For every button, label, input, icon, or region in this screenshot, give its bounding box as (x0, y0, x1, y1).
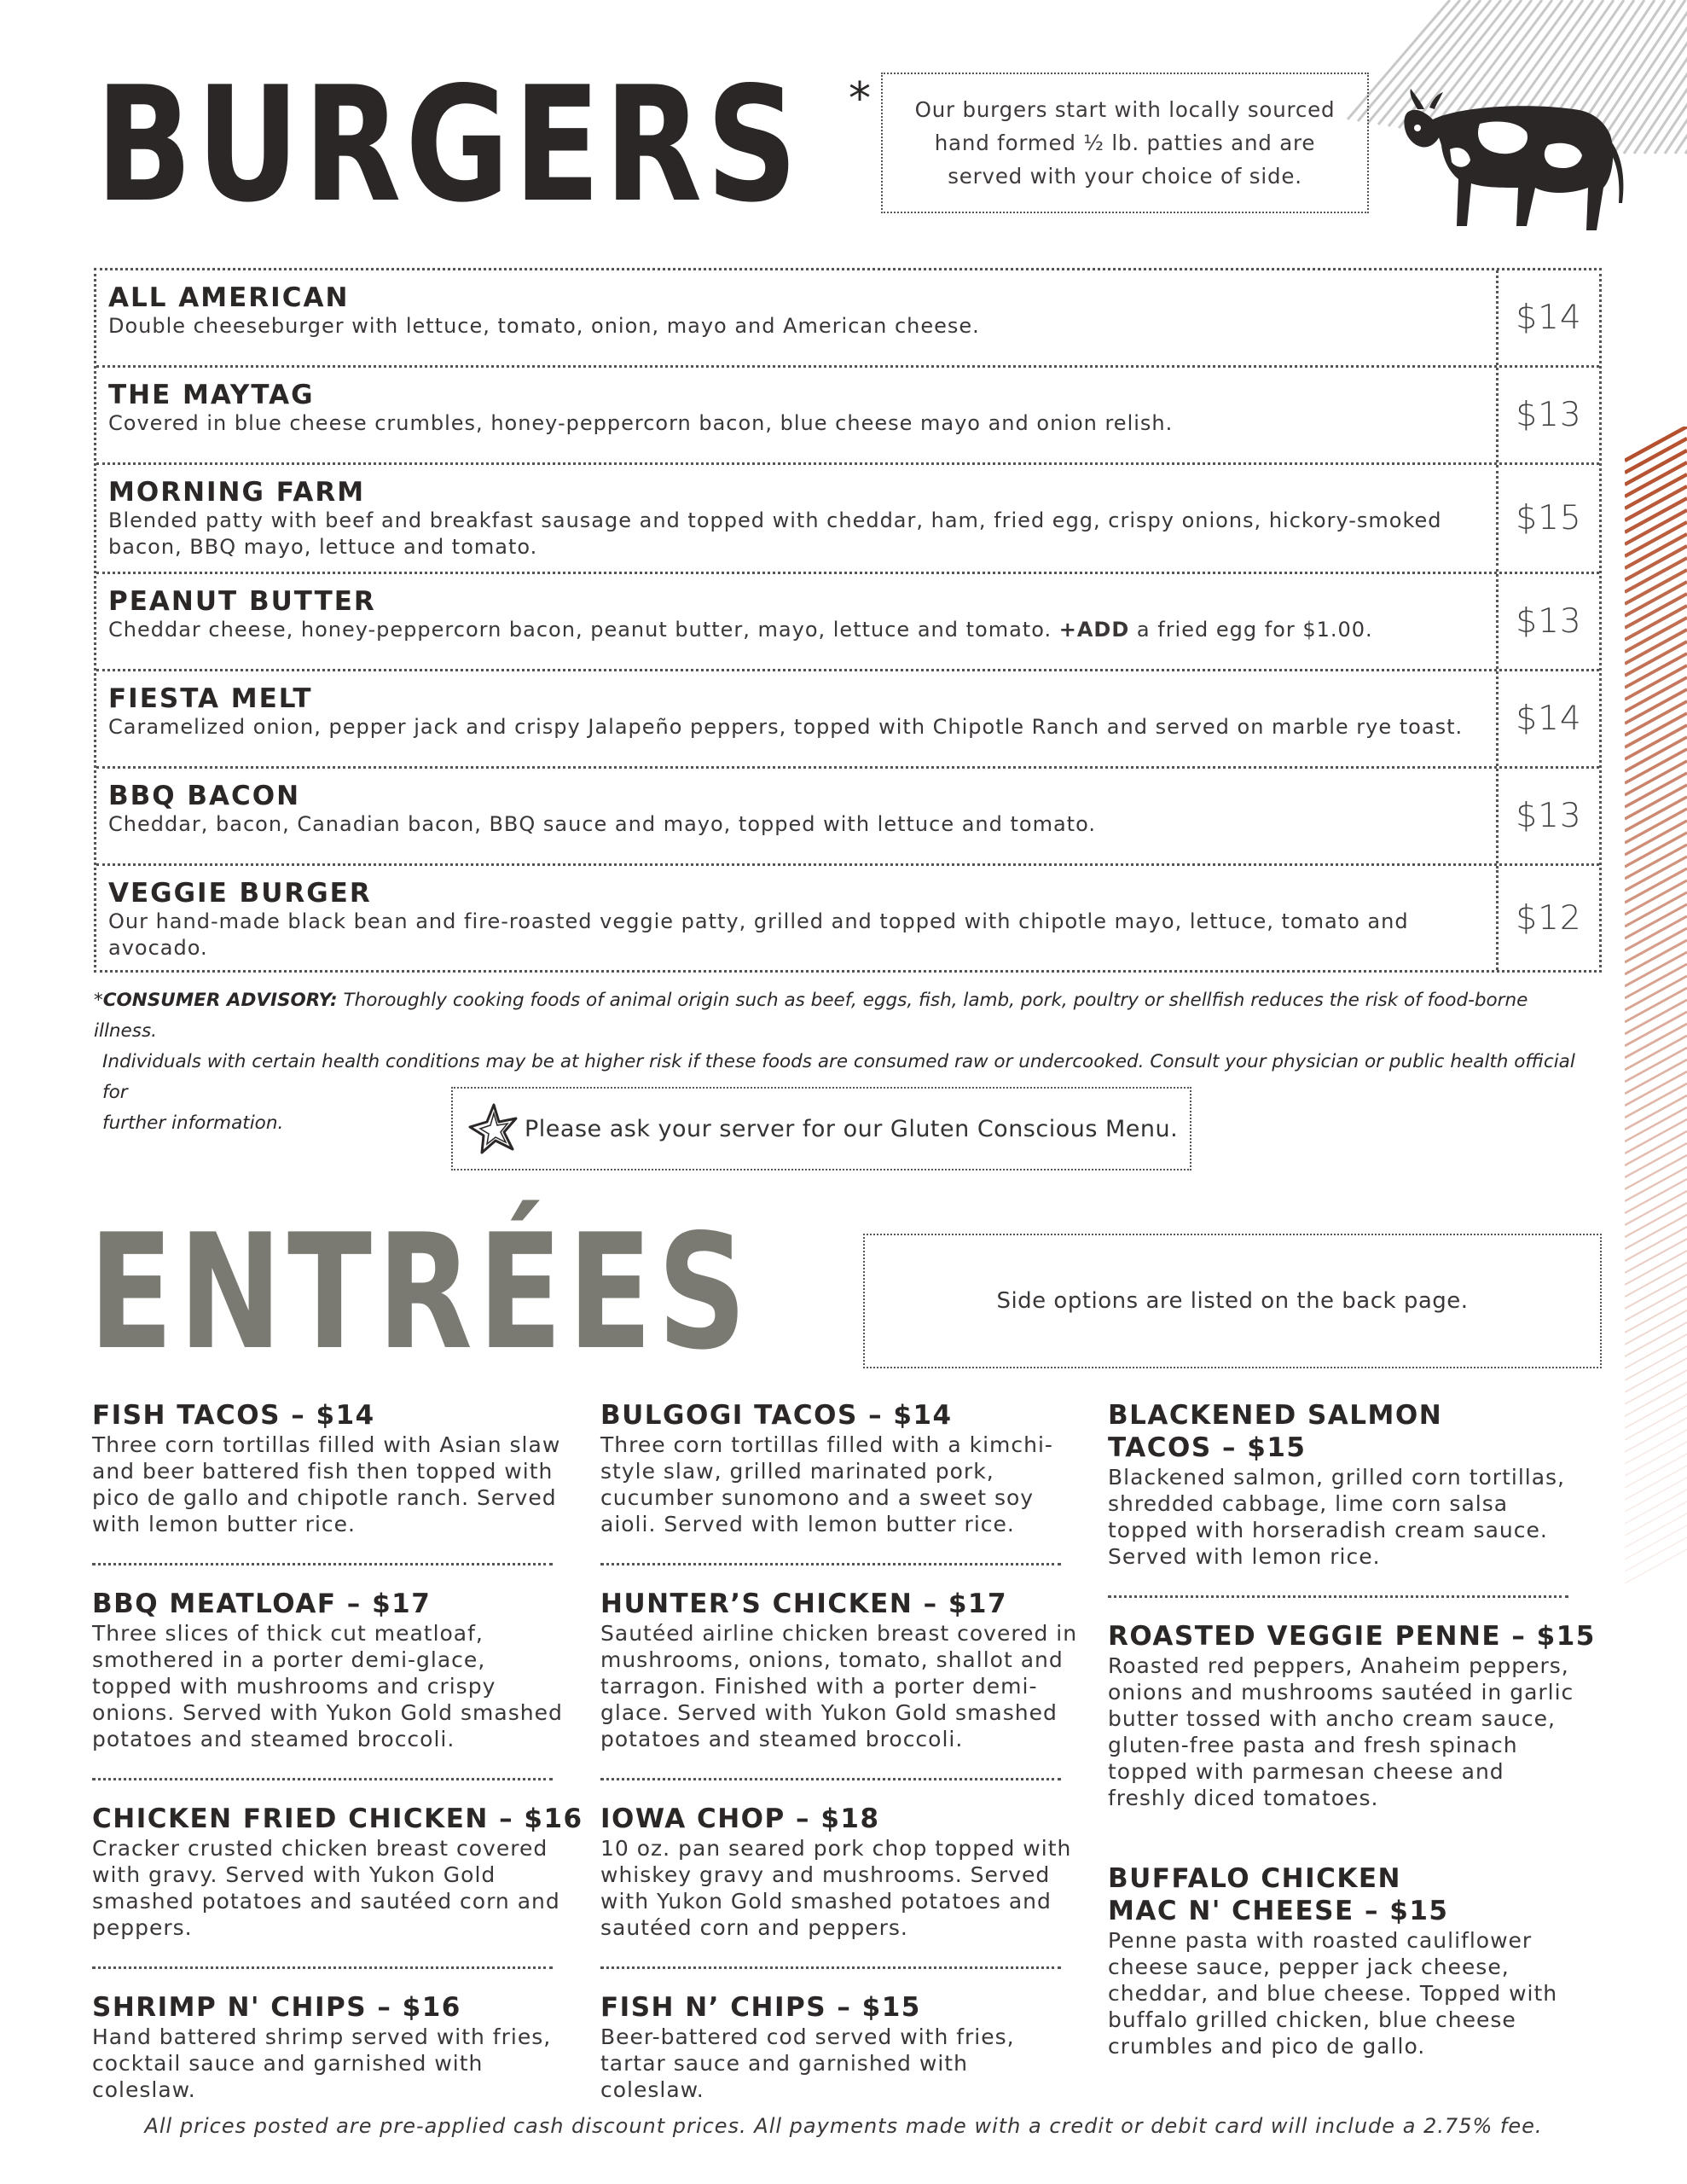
advisory-label: CONSUMER ADVISORY: (102, 990, 338, 1011)
decorative-stripes-right (1625, 427, 1687, 1621)
burger-name: THE MAYTAG (108, 380, 315, 410)
burgers-intro-text: Our burgers start with locally sourced hand formed ½ lb. patties and are served with your choice of side. (914, 97, 1336, 189)
burger-description-text: Cheddar cheese, honey-peppercorn bacon, peanut butter, mayo, lettuce and tomato. (108, 618, 1052, 642)
burger-info (96, 270, 1499, 365)
dotted-divider (600, 1563, 1061, 1565)
entree-description: Three corn tortillas filled with Asian slaw and beer battered fish then topped with pico de gallo and chipotle ranch. Served with lemon butter rice. (92, 1432, 561, 1536)
burger-name: FIESTA MELT (108, 683, 313, 714)
burger-description-text: Blended patty with beef and breakfast sausage and topped with cheddar, ham, fried egg, crispy onions, hickory-smoked bacon, BBQ mayo, lettuce and tomato. (108, 508, 1442, 559)
burger-price: $12 (1516, 898, 1582, 938)
burger-price: $14 (1516, 700, 1582, 738)
entree-name: IOWA CHOP – $18 (600, 1804, 880, 1834)
burger-row (96, 866, 1599, 970)
burger-info (96, 769, 1499, 863)
entree-item (600, 1399, 1078, 1537)
entree-name: BUFFALO CHICKEN MAC N' CHEESE – $15 (1108, 1863, 1449, 1926)
entree-item (92, 1588, 570, 1752)
gluten-conscious-note (451, 1087, 1191, 1170)
dotted-divider (92, 1563, 553, 1565)
entree-description: Hand battered shrimp served with fries, cocktail sauce and garnished with coleslaw. (92, 2024, 552, 2102)
entree-item (1108, 1620, 1596, 1811)
sides-note-text: Side options are listed on the back page. (996, 1288, 1469, 1314)
entree-name: BBQ MEATLOAF – $17 (92, 1589, 432, 1619)
dotted-divider (92, 1778, 553, 1780)
burger-row (96, 270, 1599, 368)
burger-info (96, 866, 1499, 970)
entree-name: BLACKENED SALMON TACOS – $15 (1108, 1400, 1443, 1463)
burger-description (108, 508, 1484, 561)
burger-info (96, 368, 1499, 462)
burger-price: $13 (1516, 396, 1582, 434)
burgers-heading: BURGERS (96, 52, 802, 237)
entree-name: CHICKEN FRIED CHICKEN – $16 (92, 1804, 583, 1834)
advisory-text-2: Individuals with certain health conditions may be at higher risk if these foods are consumed raw or undercooked. Consult your physician or public health official for (102, 1051, 1575, 1103)
burger-description-text: Covered in blue cheese crumbles, honey-peppercorn bacon, blue cheese mayo and onion relish. (108, 411, 1174, 435)
burger-row (96, 769, 1599, 866)
cow-icon (1399, 60, 1638, 237)
entree-item (92, 1399, 570, 1537)
spacer (1108, 1811, 1586, 1862)
sides-note-box (863, 1234, 1602, 1368)
burger-name: VEGGIE BURGER (108, 878, 372, 909)
burger-price: $13 (1516, 797, 1582, 835)
gluten-note-text: Please ask your server for our Gluten Conscious Menu. (525, 1115, 1179, 1142)
entree-description: Penne pasta with roasted cauliflower cheese sauce, pepper jack cheese, cheddar, and blue cheese. Topped with buffalo grilled chicken, blue cheese crumbles and pico de gallo. (1108, 1928, 1558, 2059)
add-on-label: +ADD (1058, 618, 1130, 642)
burger-info (96, 465, 1499, 572)
entree-name: BULGOGI TACOS – $14 (600, 1400, 953, 1431)
entree-column-3 (1108, 1399, 1596, 2059)
burger-row (96, 368, 1599, 465)
advisory-prefix: * (94, 990, 103, 1011)
entree-item (600, 1588, 1078, 1752)
dotted-divider (1108, 1595, 1568, 1598)
dotted-divider (600, 1966, 1061, 1969)
entree-item (1108, 1399, 1586, 1570)
burger-info (96, 671, 1499, 766)
entree-name: HUNTER’S CHICKEN – $17 (600, 1589, 1008, 1619)
burger-description-text: Cheddar, bacon, Canadian bacon, BBQ sauce and mayo, topped with lettuce and tomato. (108, 812, 1096, 836)
burger-description-text: Double cheeseburger with lettuce, tomato, onion, mayo and American cheese. (108, 314, 980, 338)
burger-info (96, 574, 1499, 669)
entree-description: Roasted red peppers, Anaheim peppers, onions and mushrooms sautéed in garlic butter tossed with ancho cream sauce, gluten-free pasta and fresh spinach topped with parmesan cheese and freshly diced tomatoes. (1108, 1653, 1574, 1810)
burger-price: $13 (1516, 602, 1582, 641)
entree-name: FISH TACOS – $14 (92, 1400, 375, 1431)
entree-name: ROASTED VEGGIE PENNE – $15 (1108, 1621, 1596, 1652)
advisory-text-3: further information. (102, 1112, 284, 1134)
entree-item (92, 1803, 583, 1941)
burger-description (108, 811, 1484, 838)
entree-item (1108, 1862, 1586, 2059)
entree-name: FISH N’ CHIPS – $15 (600, 1992, 921, 2023)
burgers-intro-box (881, 73, 1369, 213)
burger-description (108, 313, 1484, 340)
advisory-line-1 (94, 985, 1595, 1047)
entree-description: Sautéed airline chicken breast covered in mushrooms, onions, tomato, shallot and tarragon. Finished with a porter demi-glace. Served with Yukon Gold smashed potatoes and steamed broccoli. (600, 1621, 1078, 1751)
burger-description (108, 714, 1484, 741)
star-icon (467, 1101, 521, 1156)
entree-item (92, 1991, 570, 2103)
burger-name: PEANUT BUTTER (108, 586, 376, 617)
burger-description (108, 909, 1484, 961)
burger-row (96, 574, 1599, 671)
burger-description (108, 617, 1484, 643)
advisory-text-1: Thoroughly cooking foods of animal origin such as beef, eggs, fish, lamb, pork, poultry or shellfish reduces the risk of food-borne illness. (94, 990, 1528, 1042)
burgers-asterisk: * (849, 73, 871, 125)
entree-description: 10 oz. pan seared pork chop topped with whiskey gravy and mushrooms. Served with Yukon Gold smashed potatoes and sautéed corn and peppers. (600, 1836, 1072, 1940)
entree-description: Blackened salmon, grilled corn tortillas, shredded cabbage, lime corn salsa topped with horseradish cream sauce. Served with lemon rice. (1108, 1465, 1566, 1569)
burger-description-text: Our hand-made black bean and fire-roasted veggie patty, grilled and topped with chipotle mayo, lettuce, tomato and avocado. (108, 909, 1409, 960)
burger-name: ALL AMERICAN (108, 282, 350, 313)
entree-name: SHRIMP N' CHIPS – $16 (92, 1992, 461, 2023)
entree-item (600, 1803, 1078, 1941)
burger-price: $14 (1516, 299, 1582, 337)
burger-menu-table (94, 268, 1602, 973)
burger-name: MORNING FARM (108, 477, 366, 508)
dotted-divider (600, 1778, 1061, 1780)
entree-column-1 (92, 1399, 583, 2103)
add-on-text: a fried egg for $1.00. (1136, 618, 1373, 642)
entree-column-2 (600, 1399, 1078, 2103)
burger-description (108, 410, 1484, 437)
entree-description: Three corn tortillas filled with a kimchi-style slaw, grilled marinated pork, cucumber sunomono and a sweet soy aioli. Served with lemon butter rice. (600, 1432, 1053, 1536)
entree-item (600, 1991, 1078, 2103)
entree-description: Beer-battered cod served with fries, tartar sauce and garnished with coleslaw. (600, 2024, 1015, 2102)
burger-row (96, 465, 1599, 574)
burger-row (96, 671, 1599, 769)
entree-description: Three slices of thick cut meatloaf, smothered in a porter demi-glace, topped with mushrooms and crispy onions. Served with Yukon Gold smashed potatoes and steamed broccoli. (92, 1621, 563, 1751)
entrees-heading: ENTRÉES (89, 1199, 752, 1385)
burger-description-text: Caramelized onion, pepper jack and crispy Jalapeño peppers, topped with Chipotle Ranch and served on marble rye toast. (108, 715, 1464, 739)
price-disclaimer-footer: All prices posted are pre-applied cash discount prices. All payments made with a credit or debit card will include a 2.75% fee. (144, 2114, 1543, 2138)
entree-description: Cracker crusted chicken breast covered with gravy. Served with Yukon Gold smashed potatoes and sautéed corn and peppers. (92, 1836, 560, 1940)
dotted-divider (92, 1966, 553, 1969)
burger-price: $15 (1516, 499, 1582, 537)
burger-name: BBQ BACON (108, 781, 301, 811)
